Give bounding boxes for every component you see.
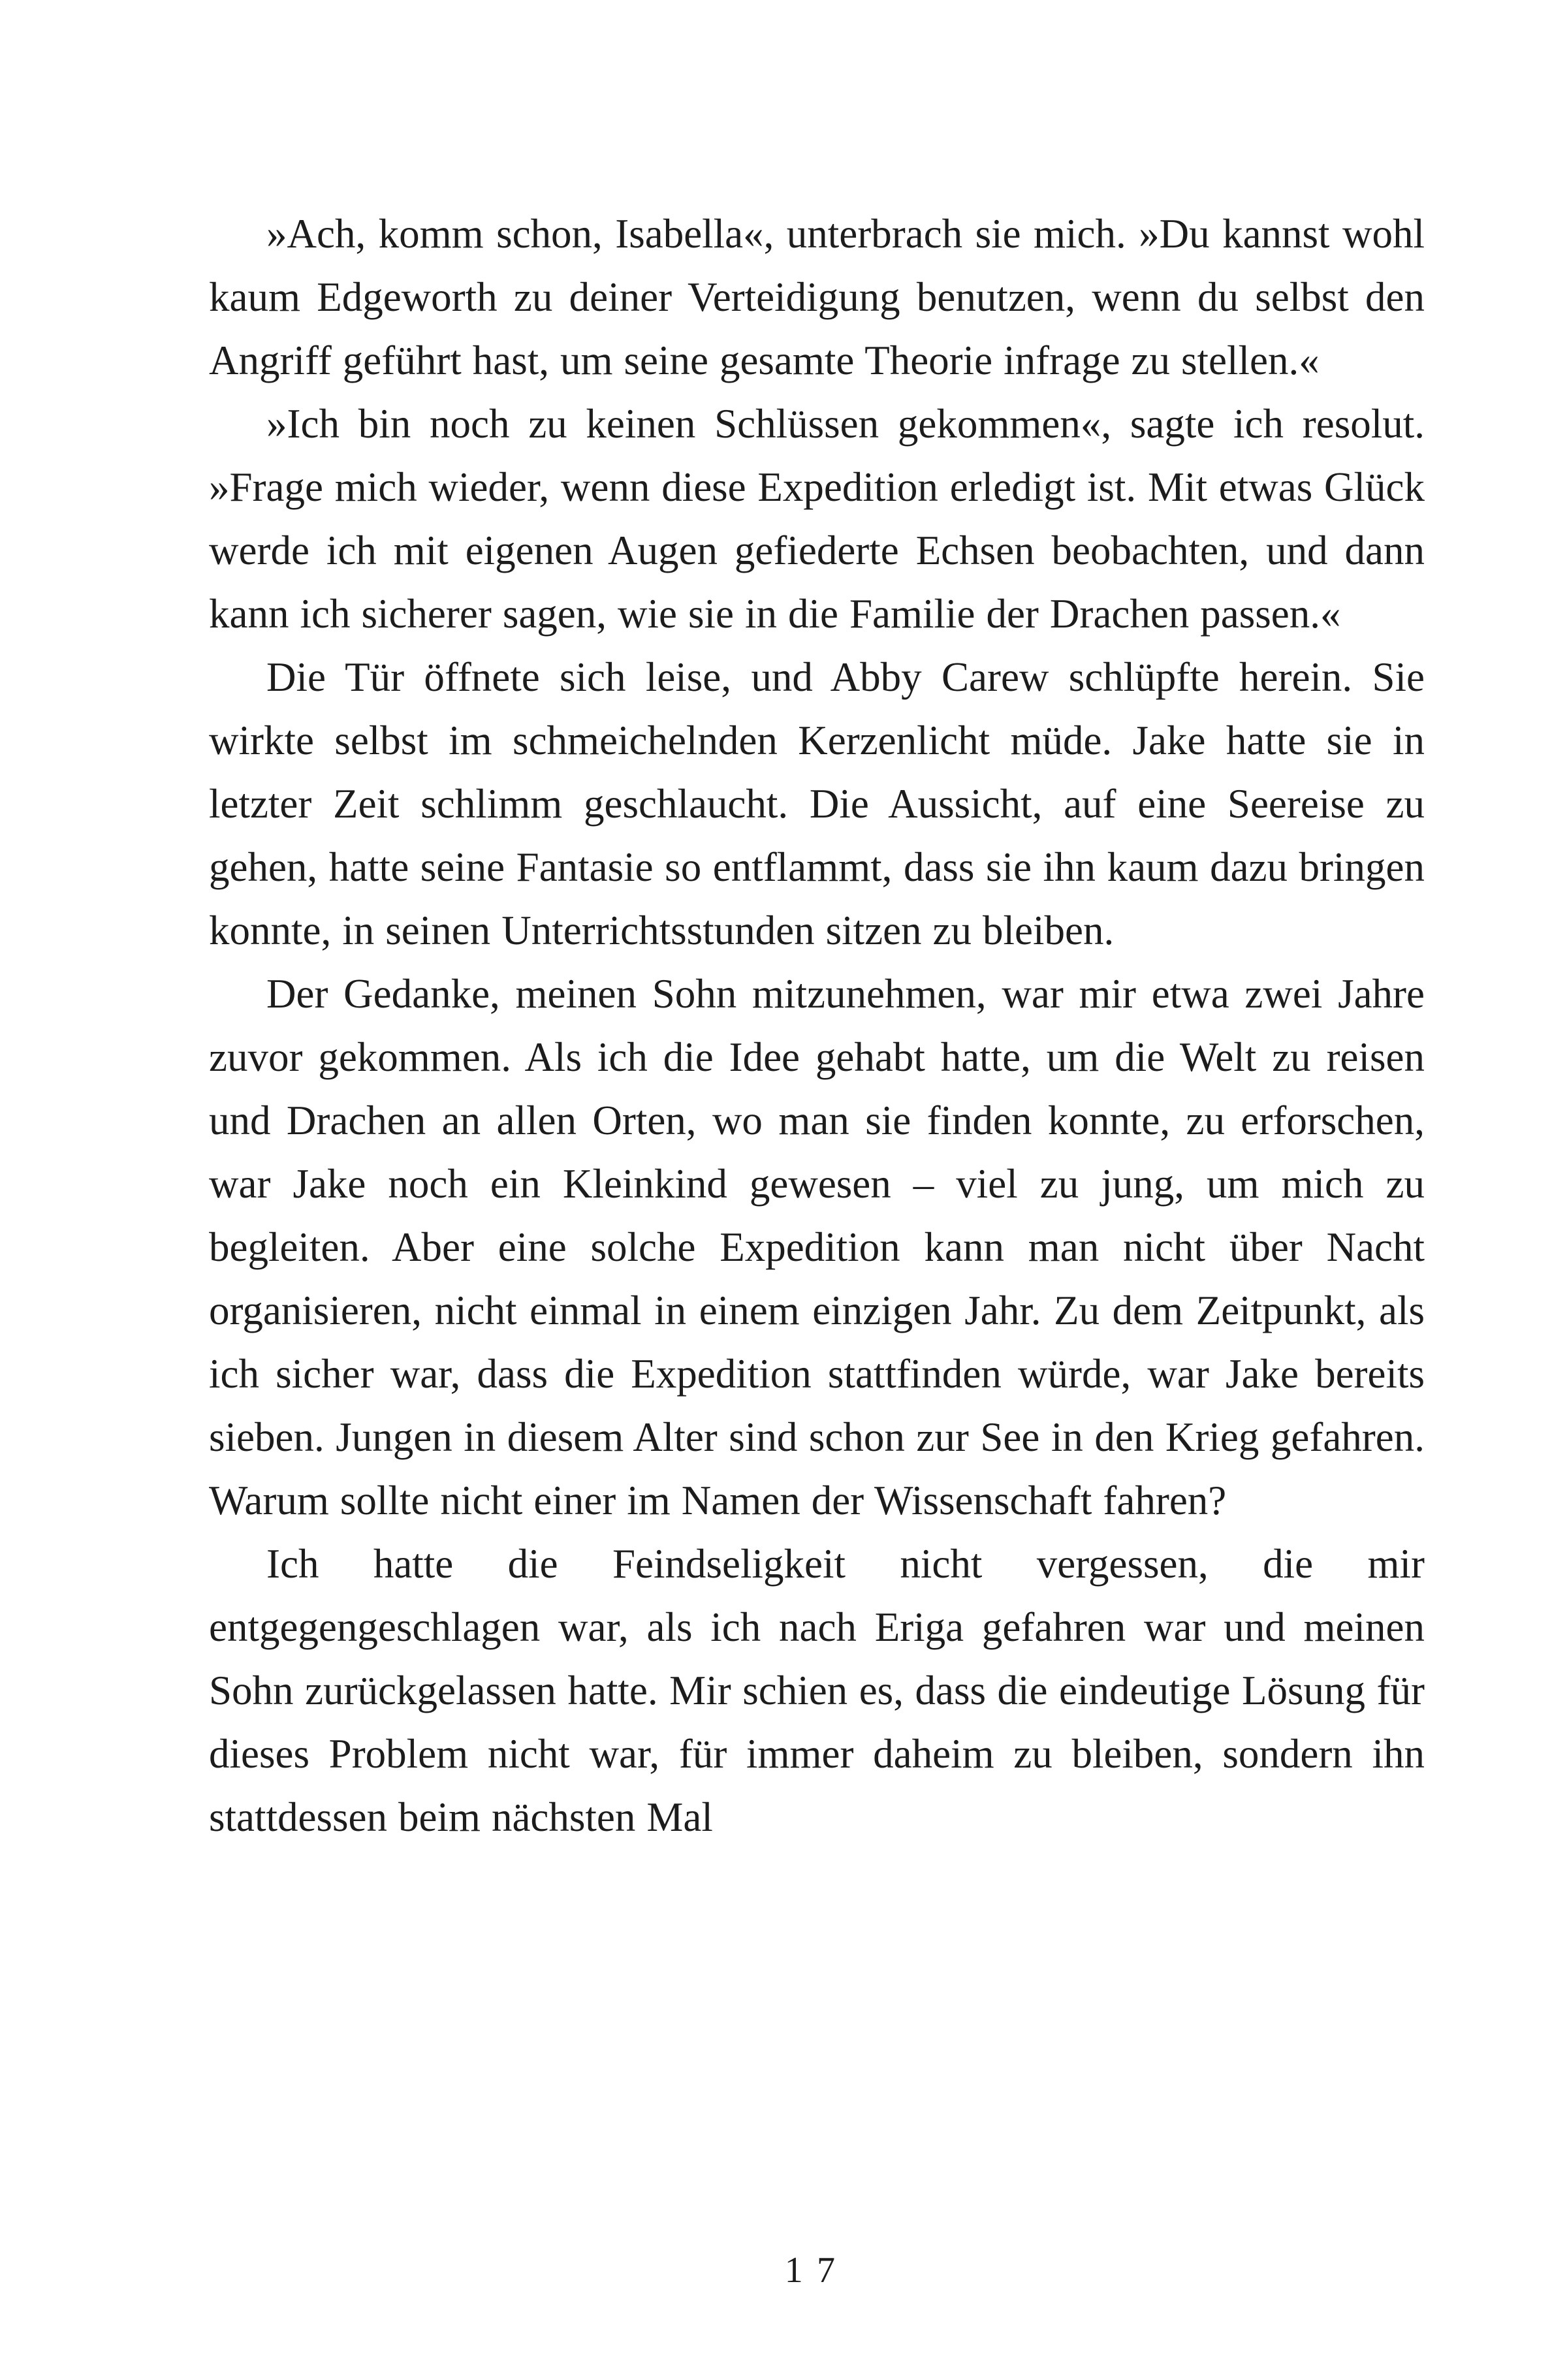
paragraph: »Ach, komm schon, Isabella«, unterbrach sie mich. »Du kannst wohl kaum Edgeworth zu deiner Verteidigung benutzen, wenn du selbst den Angriff geführt hast, um seine gesamte Theorie infrage zu stellen.« xyxy=(209,211,1425,383)
paragraph: Die Tür öffnete sich leise, und Abby Carew schlüpfte herein. Sie wirkte selbst im schmeichelnden Kerzenlicht müde. Jake hatte sie in letzter Zeit schlimm geschlaucht. Die Aussicht, auf eine Seereise zu gehen, hatte seine Fantasie so entflammt, dass sie ihn kaum dazu bringen konnte, in seinen Unterrichtsstunden sitzen zu bleiben. xyxy=(209,654,1425,953)
body-text xyxy=(209,202,1425,1849)
paragraph: »Ich bin noch zu keinen Schlüssen gekommen«, sagte ich resolut. »Frage mich wieder, wenn diese Expedition erledigt ist. Mit etwas Glück werde ich mit eigenen Augen gefiederte Echsen beobachten, und dann kann ich sicherer sagen, wie sie in die Familie der Drachen passen.« xyxy=(209,401,1425,637)
page-number: 17 xyxy=(784,2250,849,2291)
paragraph: Ich hatte die Feindseligkeit nicht vergessen, die mir entgegengeschlagen war, als ich nach Eriga gefahren war und meinen Sohn zurückgelassen hatte. Mir schien es, dass die eindeutige Lösung für dieses Problem nicht war, für immer daheim zu bleiben, sondern ihn stattdessen beim nächsten Mal xyxy=(209,1541,1425,1840)
paragraph: Der Gedanke, meinen Sohn mitzunehmen, war mir etwa zwei Jahre zuvor gekommen. Als ich die Idee gehabt hatte, um die Welt zu reisen und Drachen an allen Orten, wo man sie finden konnte, zu erforschen, war Jake noch ein Kleinkind gewesen – viel zu jung, um mich zu begleiten. Aber eine solche Expedition kann man nicht über Nacht organisieren, nicht einmal in einem einzigen Jahr. Zu dem Zeitpunkt, als ich sicher war, dass die Expedition stattfinden würde, war Jake bereits sieben. Jungen in diesem Alter sind schon zur See in den Krieg gefahren. Warum sollte nicht einer im Namen der Wissenschaft fahren? xyxy=(209,971,1425,1523)
